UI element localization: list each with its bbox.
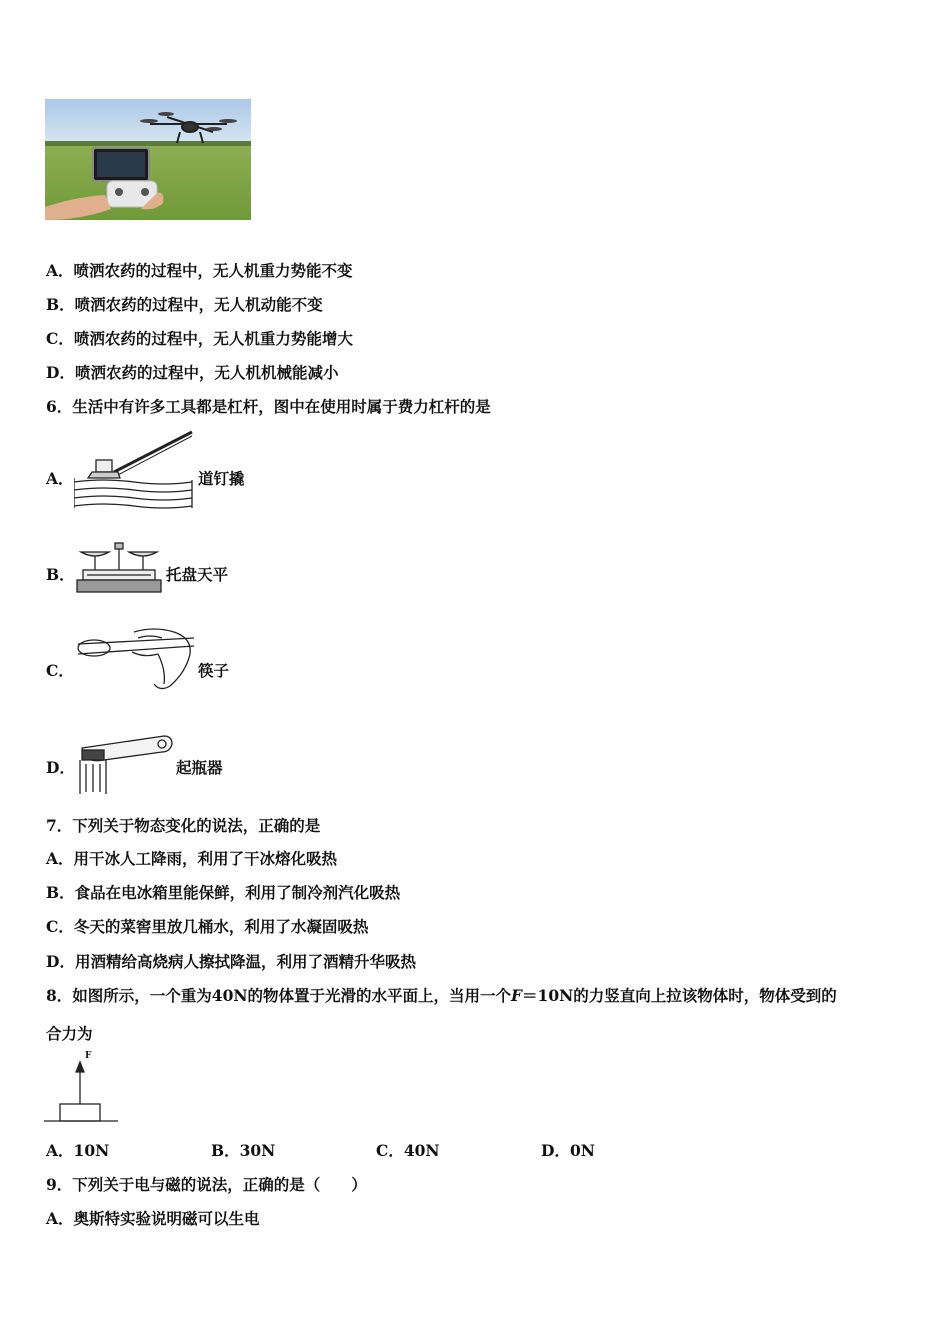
q8-option-d: D．0N	[541, 1141, 595, 1160]
q6-option-a-letter: A．	[46, 469, 74, 488]
q5-option-a: A．喷洒农药的过程中，无人机重力势能不变	[46, 261, 353, 280]
q7-option-a: A．用干冰人工降雨，利用了干冰熔化吸热	[46, 849, 338, 868]
force-diagram	[44, 1052, 120, 1124]
force-label: F	[85, 1051, 92, 1061]
q6-option-d-letter: D．	[46, 758, 75, 777]
q6-option-b-letter: B．	[46, 565, 75, 584]
q6-option-c-letter: C．	[46, 661, 74, 680]
force-variable: F	[511, 986, 523, 1005]
q9-option-a: A．奥斯特实验说明磁可以生电	[46, 1209, 260, 1228]
q7-stem: 7．下列关于物态变化的说法，正确的是	[46, 816, 321, 835]
q8-stem: 8．如图所示，一个重为40N的物体置于光滑的水平面上，当用一个F＝10N的力竖直向上拉该物体时，物体受到的	[46, 986, 837, 1005]
drone-photo	[45, 99, 251, 220]
q8-option-b: B．30N	[211, 1141, 276, 1160]
q7-option-d: D．用酒精给高烧病人擦拭降温，利用了酒精升华吸热	[46, 952, 416, 971]
q5-option-c: C．喷洒农药的过程中，无人机重力势能增大	[46, 329, 353, 348]
q8-option-a: A．10N	[46, 1141, 110, 1160]
q6-option-b-label: 托盘天平	[166, 565, 229, 584]
q5-option-b: B．喷洒农药的过程中，无人机动能不变	[46, 295, 323, 314]
q7-option-b: B．食品在电冰箱里能保鲜，利用了制冷剂汽化吸热	[46, 883, 401, 902]
q5-option-d: D．喷洒农药的过程中，无人机机械能减小	[46, 363, 339, 382]
q7-option-c: C．冬天的菜窖里放几桶水，利用了水凝固吸热	[46, 917, 369, 936]
q6-option-a-label: 道钉撬	[198, 469, 245, 488]
q8-stem-line2: 合力为	[46, 1024, 93, 1043]
q6-option-d-label: 起瓶器	[176, 758, 223, 777]
q9-stem: 9．下列关于电与磁的说法，正确的是（ ）	[46, 1175, 367, 1194]
q6-stem: 6．生活中有许多工具都是杠杆，图中在使用时属于费力杠杆的是	[46, 397, 491, 416]
balance-scale-figure	[73, 540, 165, 597]
chopsticks-figure	[74, 624, 198, 694]
bottle-opener-figure	[74, 730, 174, 794]
q6-option-c-label: 筷子	[198, 661, 230, 680]
rail-spike-crowbar-figure	[74, 430, 196, 510]
q8-option-c: C．40N	[376, 1141, 440, 1160]
